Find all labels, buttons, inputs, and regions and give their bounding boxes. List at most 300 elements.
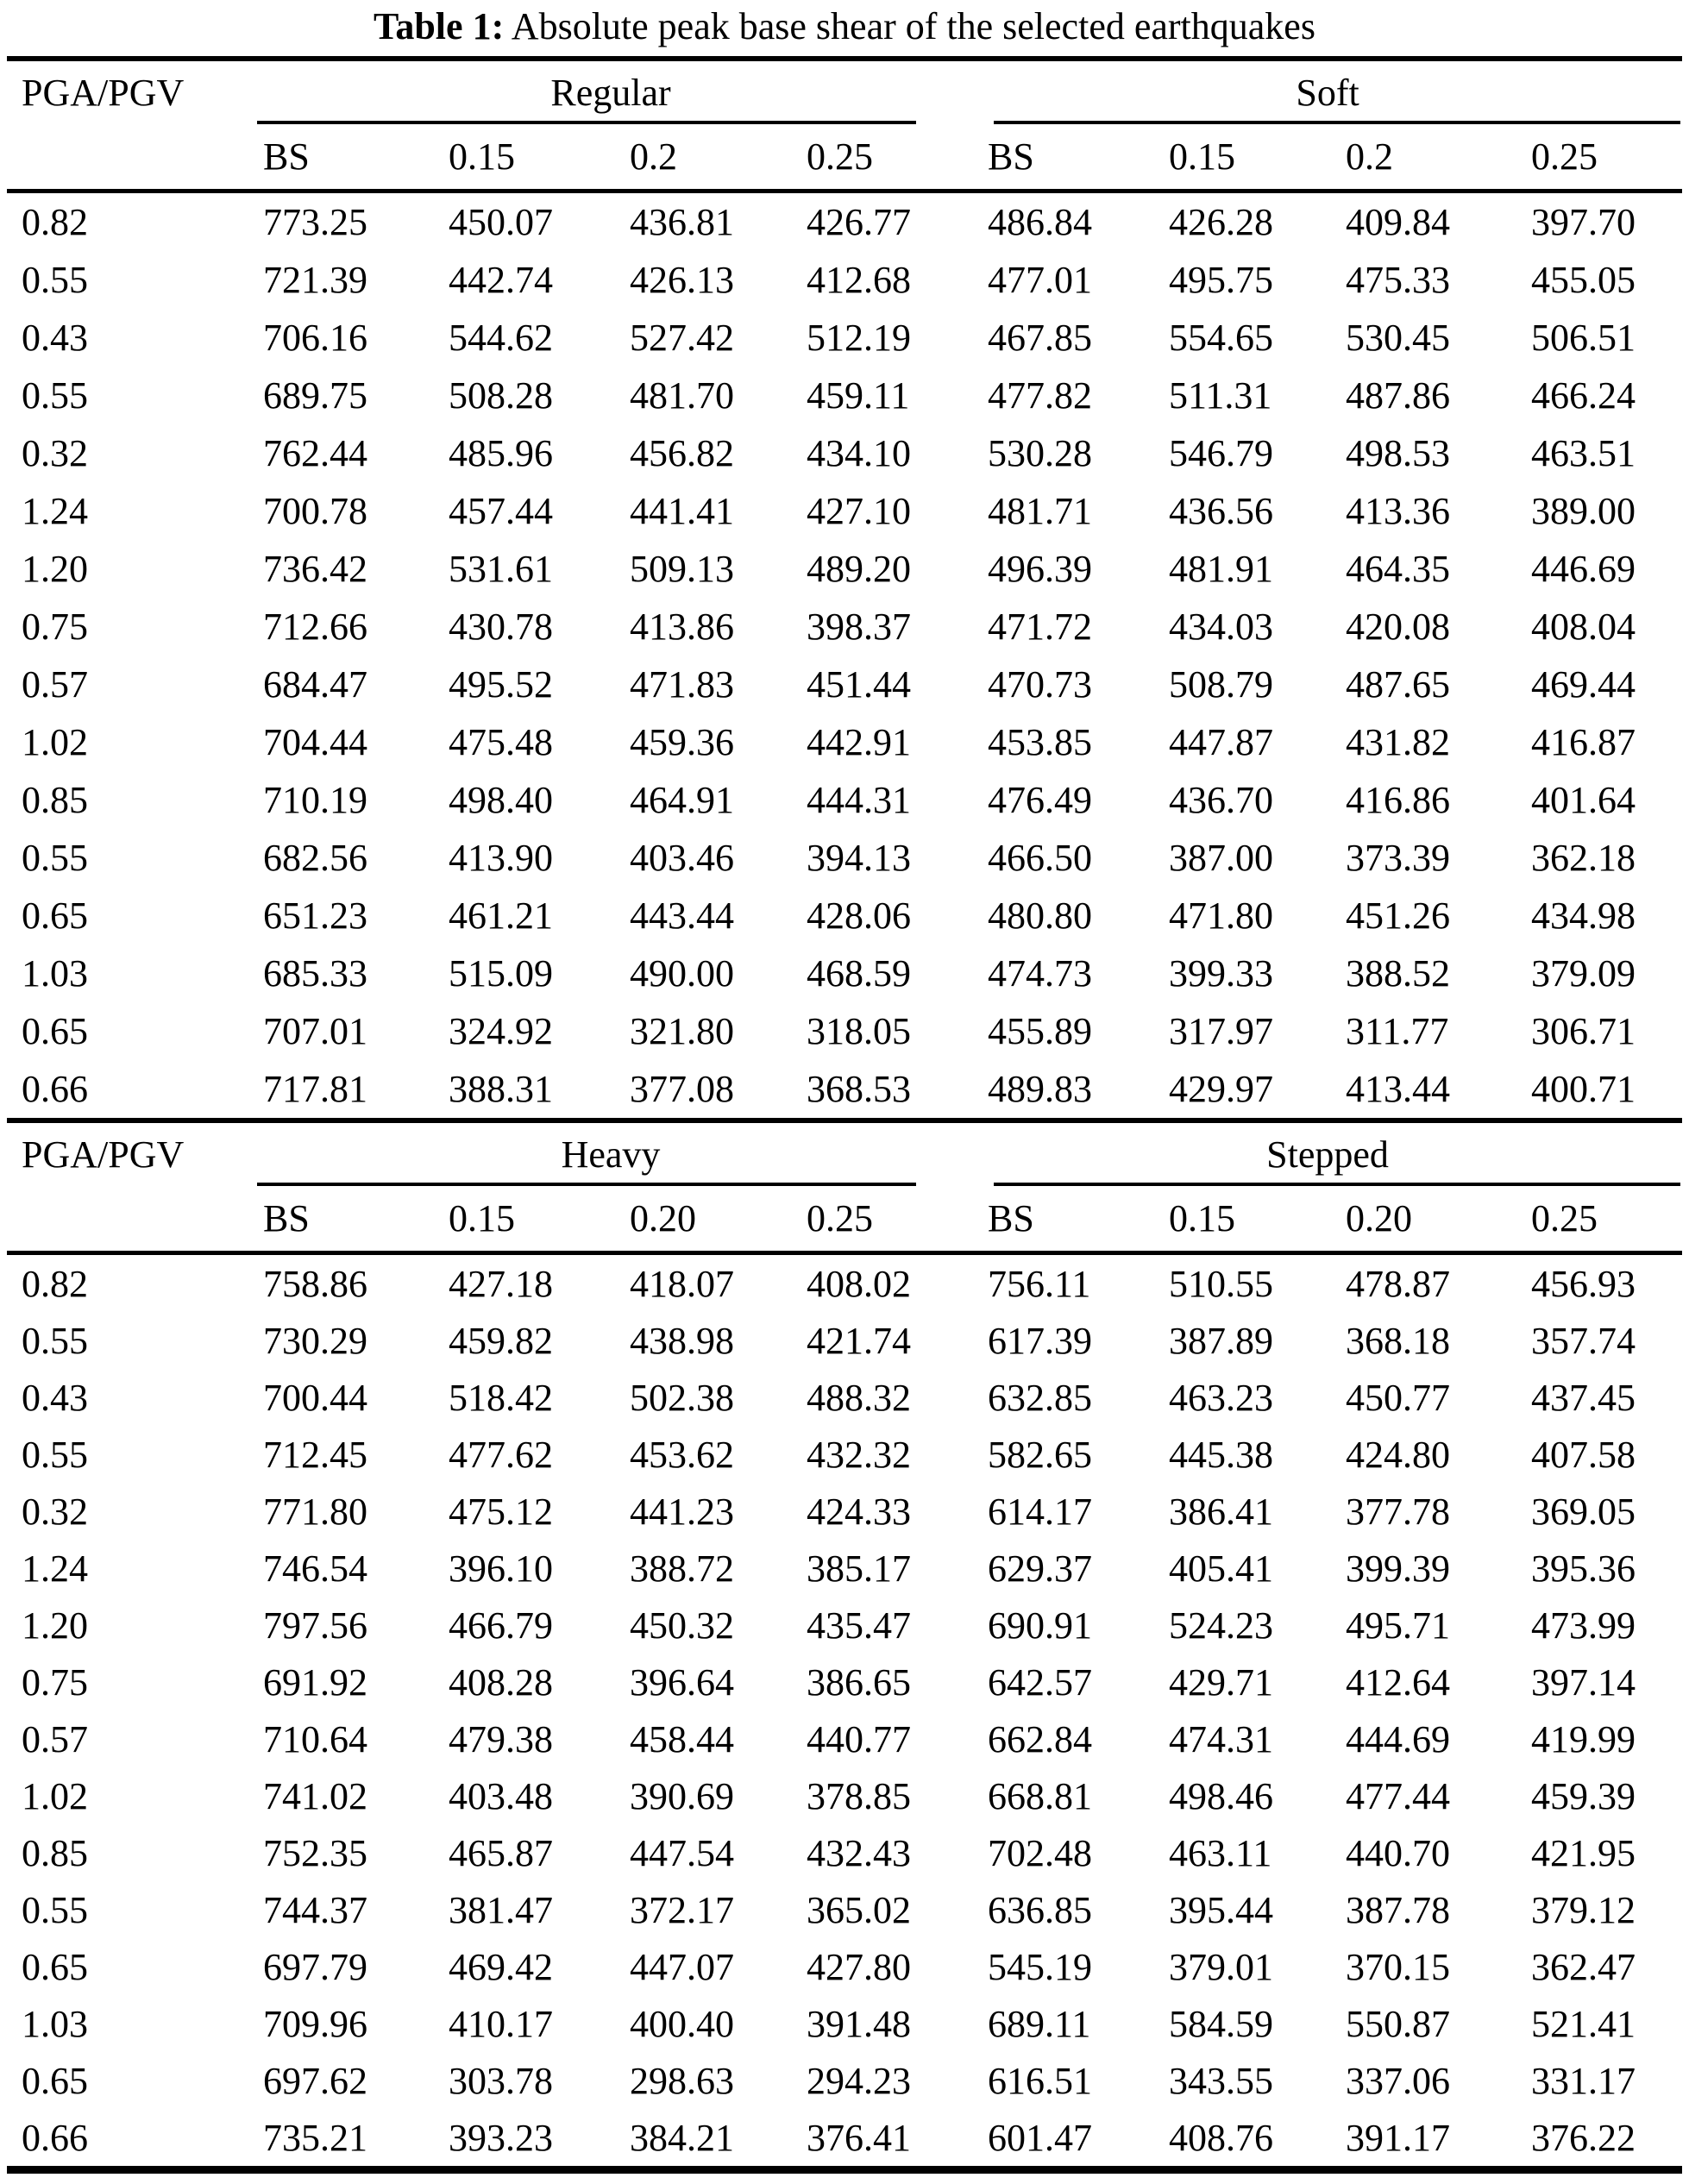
table-cell: 508.28 bbox=[449, 374, 553, 417]
table-cell: 550.87 bbox=[1346, 2002, 1451, 2045]
table-cell: 456.82 bbox=[630, 432, 734, 474]
pga-pgv-cell: 1.24 bbox=[22, 1547, 88, 1590]
table-cell: 685.33 bbox=[263, 952, 367, 995]
table-cell: 444.31 bbox=[807, 779, 911, 821]
pga-pgv-cell: 0.55 bbox=[22, 1888, 88, 1931]
pga-pgv-cell: 0.43 bbox=[22, 1376, 88, 1419]
table-cell: 758.86 bbox=[263, 1262, 367, 1305]
table-cell: 746.54 bbox=[263, 1547, 367, 1590]
table-cell: 434.03 bbox=[1169, 606, 1274, 648]
sub-header-row bbox=[7, 124, 1682, 191]
table-cell: 410.17 bbox=[449, 2002, 553, 2045]
table-cell: 450.07 bbox=[449, 201, 553, 243]
group-label: Soft bbox=[1296, 72, 1359, 114]
table-cell: 530.28 bbox=[988, 432, 1093, 474]
table-cell: 399.39 bbox=[1346, 1547, 1451, 1590]
table-cell: 471.72 bbox=[988, 606, 1093, 648]
table-cell: 401.64 bbox=[1531, 779, 1636, 821]
group-label: Stepped bbox=[1266, 1133, 1389, 1176]
pga-pgv-cell: 0.66 bbox=[22, 1068, 88, 1110]
table-cell: 390.69 bbox=[630, 1774, 734, 1817]
table-cell: 455.05 bbox=[1531, 259, 1636, 301]
table-cell: 642.57 bbox=[988, 1660, 1093, 1704]
table-cell: 756.11 bbox=[988, 1262, 1091, 1305]
col-header: 0.2 bbox=[630, 135, 677, 178]
table-cell: 707.01 bbox=[263, 1010, 367, 1052]
table-cell: 490.00 bbox=[630, 952, 734, 995]
table-cell: 496.39 bbox=[988, 548, 1093, 590]
table-cell: 412.68 bbox=[807, 259, 911, 301]
table-cell: 478.87 bbox=[1346, 1262, 1451, 1305]
table-cell: 632.85 bbox=[988, 1376, 1093, 1419]
table-cell: 700.44 bbox=[263, 1376, 367, 1419]
table-cell: 357.74 bbox=[1531, 1319, 1636, 1362]
table-cell: 730.29 bbox=[263, 1319, 367, 1362]
table-cell: 427.80 bbox=[807, 1945, 911, 1988]
table-cell: 377.08 bbox=[630, 1068, 734, 1110]
table-cell: 397.14 bbox=[1531, 1660, 1636, 1704]
table-cell: 721.39 bbox=[263, 259, 367, 301]
table-cell: 467.85 bbox=[988, 317, 1093, 359]
table-cell: 481.91 bbox=[1169, 548, 1274, 590]
base-shear-table-bottom bbox=[7, 1118, 1682, 2174]
table-cell: 408.28 bbox=[449, 1660, 553, 1704]
table-row bbox=[7, 251, 1682, 309]
table-cell: 407.58 bbox=[1531, 1433, 1636, 1476]
table-cell: 456.93 bbox=[1531, 1262, 1636, 1305]
table-cell: 710.19 bbox=[263, 779, 367, 821]
table-cell: 481.71 bbox=[988, 490, 1093, 532]
table-cell: 311.77 bbox=[1346, 1010, 1449, 1052]
table-cell: 442.91 bbox=[807, 721, 911, 763]
col-header: 0.25 bbox=[1531, 135, 1598, 178]
table-cell: 388.72 bbox=[630, 1547, 734, 1590]
group-underline bbox=[994, 121, 1680, 124]
table-cell: 429.71 bbox=[1169, 1660, 1274, 1704]
table-cell: 343.55 bbox=[1169, 2059, 1274, 2102]
table-cell: 682.56 bbox=[263, 837, 367, 879]
table-cell: 413.44 bbox=[1346, 1068, 1451, 1110]
pga-pgv-cell: 0.65 bbox=[22, 894, 88, 937]
table-row bbox=[7, 1824, 1682, 1881]
table-cell: 384.21 bbox=[630, 2116, 734, 2159]
table-cell: 636.85 bbox=[988, 1888, 1093, 1931]
table-cell: 477.44 bbox=[1346, 1774, 1451, 1817]
table-cell: 616.51 bbox=[988, 2059, 1093, 2102]
col-header: 0.2 bbox=[1346, 135, 1394, 178]
group-header-regular bbox=[248, 59, 973, 124]
table-cell: 736.42 bbox=[263, 548, 367, 590]
table-cell: 455.89 bbox=[988, 1010, 1093, 1052]
table-cell: 403.48 bbox=[449, 1774, 553, 1817]
table-cell: 475.12 bbox=[449, 1490, 553, 1533]
table-cell: 475.48 bbox=[449, 721, 553, 763]
table-cell: 464.91 bbox=[630, 779, 734, 821]
table-cell: 369.05 bbox=[1531, 1490, 1636, 1533]
table-cell: 477.82 bbox=[988, 374, 1093, 417]
table-cell: 395.36 bbox=[1531, 1547, 1636, 1590]
table-cell: 511.31 bbox=[1169, 374, 1272, 417]
table-cell: 400.71 bbox=[1531, 1068, 1636, 1110]
table-cell: 466.50 bbox=[988, 837, 1093, 879]
table-cell: 426.77 bbox=[807, 201, 911, 243]
table-cell: 386.41 bbox=[1169, 1490, 1274, 1533]
table-cell: 697.79 bbox=[263, 1945, 367, 1988]
table-cell: 376.41 bbox=[807, 2116, 911, 2159]
table-cell: 373.39 bbox=[1346, 837, 1451, 879]
table-cell: 381.47 bbox=[449, 1888, 553, 1931]
caption-label: Table 1: bbox=[374, 5, 505, 47]
table-cell: 447.87 bbox=[1169, 721, 1274, 763]
table-cell: 432.43 bbox=[807, 1831, 911, 1874]
pga-pgv-cell: 1.02 bbox=[22, 1774, 88, 1817]
pga-pgv-cell: 1.24 bbox=[22, 490, 88, 532]
table-cell: 510.55 bbox=[1169, 1262, 1274, 1305]
table-cell: 689.75 bbox=[263, 374, 367, 417]
table-cell: 479.38 bbox=[449, 1717, 553, 1760]
empty-header-cell bbox=[7, 124, 248, 191]
col-header: 0.20 bbox=[630, 1197, 696, 1239]
col-header: BS bbox=[988, 135, 1034, 178]
table-cell: 432.32 bbox=[807, 1433, 911, 1476]
group-label: Heavy bbox=[561, 1133, 661, 1176]
table-row bbox=[7, 598, 1682, 656]
table-row bbox=[7, 1426, 1682, 1483]
pga-pgv-cell: 0.32 bbox=[22, 1490, 88, 1533]
col-header: BS bbox=[263, 135, 310, 178]
table-cell: 451.44 bbox=[807, 663, 911, 706]
table-cell: 512.19 bbox=[807, 317, 911, 359]
empty-header-cell bbox=[7, 1186, 248, 1253]
table-row bbox=[7, 2052, 1682, 2109]
table-cell: 379.09 bbox=[1531, 952, 1636, 995]
table-cell: 431.82 bbox=[1346, 721, 1451, 763]
table-cell: 370.15 bbox=[1346, 1945, 1451, 1988]
table-cell: 434.10 bbox=[807, 432, 911, 474]
pga-pgv-cell: 1.20 bbox=[22, 548, 88, 590]
pga-pgv-cell: 0.85 bbox=[22, 779, 88, 821]
table-row bbox=[7, 1710, 1682, 1767]
table-cell: 691.92 bbox=[263, 1660, 367, 1704]
table-cell: 487.65 bbox=[1346, 663, 1451, 706]
table-cell: 527.42 bbox=[630, 317, 734, 359]
table-cell: 480.80 bbox=[988, 894, 1093, 937]
table-cell: 440.70 bbox=[1346, 1831, 1451, 1874]
table-cell: 453.62 bbox=[630, 1433, 734, 1476]
table-cell: 700.78 bbox=[263, 490, 367, 532]
table-cell: 508.79 bbox=[1169, 663, 1274, 706]
table-row bbox=[7, 191, 1682, 252]
table-cell: 684.47 bbox=[263, 663, 367, 706]
table-cell: 471.80 bbox=[1169, 894, 1274, 937]
table-row bbox=[7, 309, 1682, 367]
table-cell: 459.11 bbox=[807, 374, 910, 417]
table-cell: 436.70 bbox=[1169, 779, 1274, 821]
table-cell: 389.00 bbox=[1531, 490, 1636, 532]
table-cell: 471.83 bbox=[630, 663, 734, 706]
pga-pgv-cell: 1.03 bbox=[22, 952, 88, 995]
table-cell: 408.76 bbox=[1169, 2116, 1274, 2159]
table-cell: 388.52 bbox=[1346, 952, 1451, 995]
table-cell: 771.80 bbox=[263, 1490, 367, 1533]
group-header-soft bbox=[973, 59, 1682, 124]
pga-pgv-cell: 0.55 bbox=[22, 374, 88, 417]
table-cell: 614.17 bbox=[988, 1490, 1093, 1533]
table-cell: 324.92 bbox=[449, 1010, 553, 1052]
table-cell: 437.45 bbox=[1531, 1376, 1636, 1419]
table-cell: 453.85 bbox=[988, 721, 1093, 763]
table-cell: 463.51 bbox=[1531, 432, 1636, 474]
table-cell: 388.31 bbox=[449, 1068, 553, 1110]
table-cell: 405.41 bbox=[1169, 1547, 1274, 1590]
table-cell: 735.21 bbox=[263, 2116, 367, 2159]
table-cell: 403.46 bbox=[630, 837, 734, 879]
pga-pgv-cell: 0.55 bbox=[22, 837, 88, 879]
table-cell: 416.87 bbox=[1531, 721, 1636, 763]
group-header-row bbox=[7, 59, 1682, 124]
table-cell: 362.47 bbox=[1531, 1945, 1636, 1988]
table-cell: 773.25 bbox=[263, 201, 367, 243]
table-cell: 443.44 bbox=[630, 894, 734, 937]
col-header: 0.15 bbox=[449, 135, 515, 178]
table-cell: 441.41 bbox=[630, 490, 734, 532]
pga-pgv-cell: 0.43 bbox=[22, 317, 88, 359]
table-cell: 488.32 bbox=[807, 1376, 911, 1419]
table-cell: 412.64 bbox=[1346, 1660, 1451, 1704]
table-cell: 435.47 bbox=[807, 1603, 911, 1647]
pga-pgv-cell: 0.32 bbox=[22, 432, 88, 474]
table-cell: 710.64 bbox=[263, 1717, 367, 1760]
table-cell: 365.02 bbox=[807, 1888, 911, 1931]
table-row bbox=[7, 2109, 1682, 2170]
pga-pgv-cell: 0.55 bbox=[22, 1319, 88, 1362]
table-cell: 524.23 bbox=[1169, 1603, 1274, 1647]
table-cell: 303.78 bbox=[449, 2059, 553, 2102]
table-cell: 400.40 bbox=[630, 2002, 734, 2045]
table-cell: 762.44 bbox=[263, 432, 367, 474]
table-cell: 463.11 bbox=[1169, 1831, 1272, 1874]
table-cell: 444.69 bbox=[1346, 1717, 1451, 1760]
group-header-row bbox=[7, 1120, 1682, 1186]
table-cell: 298.63 bbox=[630, 2059, 734, 2102]
col-header: 0.15 bbox=[449, 1197, 515, 1239]
table-cell: 518.42 bbox=[449, 1376, 553, 1419]
table-row bbox=[7, 1060, 1682, 1118]
table-row bbox=[7, 887, 1682, 945]
table-caption bbox=[0, 0, 1689, 56]
table-cell: 469.44 bbox=[1531, 663, 1636, 706]
table-cell: 474.73 bbox=[988, 952, 1093, 995]
table-row bbox=[7, 1654, 1682, 1710]
base-shear-table-top bbox=[7, 56, 1682, 1118]
table-row bbox=[7, 424, 1682, 482]
col-header: BS bbox=[263, 1197, 310, 1239]
table-cell: 651.23 bbox=[263, 894, 367, 937]
table-cell: 442.74 bbox=[449, 259, 553, 301]
pga-pgv-cell: 0.82 bbox=[22, 1262, 88, 1305]
table-cell: 466.24 bbox=[1531, 374, 1636, 417]
table-cell: 515.09 bbox=[449, 952, 553, 995]
table-cell: 391.48 bbox=[807, 2002, 911, 2045]
table-cell: 601.47 bbox=[988, 2116, 1093, 2159]
table-cell: 744.37 bbox=[263, 1888, 367, 1931]
table-cell: 368.53 bbox=[807, 1068, 911, 1110]
table-row bbox=[7, 1767, 1682, 1824]
table-cell: 421.95 bbox=[1531, 1831, 1636, 1874]
table-cell: 387.78 bbox=[1346, 1888, 1451, 1931]
pga-pgv-cell: 0.75 bbox=[22, 606, 88, 648]
table-cell: 476.49 bbox=[988, 779, 1093, 821]
table-cell: 397.70 bbox=[1531, 201, 1636, 243]
table-cell: 702.48 bbox=[988, 1831, 1093, 1874]
col-header: 0.20 bbox=[1346, 1197, 1413, 1239]
table-cell: 506.51 bbox=[1531, 317, 1636, 359]
table-cell: 689.11 bbox=[988, 2002, 1091, 2045]
table-cell: 426.28 bbox=[1169, 201, 1274, 243]
table-cell: 379.12 bbox=[1531, 1888, 1636, 1931]
pga-pgv-cell: 0.57 bbox=[22, 1717, 88, 1760]
col-header: 0.25 bbox=[807, 135, 873, 178]
table-cell: 368.18 bbox=[1346, 1319, 1451, 1362]
table-cell: 321.80 bbox=[630, 1010, 734, 1052]
table-cell: 428.06 bbox=[807, 894, 911, 937]
table-cell: 441.23 bbox=[630, 1490, 734, 1533]
table-cell: 387.89 bbox=[1169, 1319, 1274, 1362]
table-cell: 477.01 bbox=[988, 259, 1093, 301]
table-cell: 413.90 bbox=[449, 837, 553, 879]
pga-pgv-cell: 0.65 bbox=[22, 2059, 88, 2102]
table-cell: 424.80 bbox=[1346, 1433, 1451, 1476]
table-cell: 486.84 bbox=[988, 201, 1093, 243]
col-header: 0.25 bbox=[807, 1197, 873, 1239]
table-cell: 458.44 bbox=[630, 1717, 734, 1760]
table-cell: 377.78 bbox=[1346, 1490, 1451, 1533]
table-cell: 582.65 bbox=[988, 1433, 1093, 1476]
pga-pgv-cell: 0.82 bbox=[22, 201, 88, 243]
table-cell: 481.70 bbox=[630, 374, 734, 417]
table-cell: 376.22 bbox=[1531, 2116, 1636, 2159]
table-cell: 544.62 bbox=[449, 317, 553, 359]
table-cell: 450.32 bbox=[630, 1603, 734, 1647]
table-cell: 436.81 bbox=[630, 201, 734, 243]
table-cell: 464.35 bbox=[1346, 548, 1451, 590]
table-cell: 421.74 bbox=[807, 1319, 911, 1362]
corner-header-pga-pgv: PGA/PGV bbox=[22, 72, 185, 114]
table-cell: 434.98 bbox=[1531, 894, 1636, 937]
table-cell: 706.16 bbox=[263, 317, 367, 359]
table-cell: 427.10 bbox=[807, 490, 911, 532]
table-cell: 470.73 bbox=[988, 663, 1093, 706]
table-cell: 712.66 bbox=[263, 606, 367, 648]
table-cell: 498.53 bbox=[1346, 432, 1451, 474]
table-cell: 337.06 bbox=[1346, 2059, 1451, 2102]
table-cell: 318.05 bbox=[807, 1010, 911, 1052]
table-cell: 469.42 bbox=[449, 1945, 553, 1988]
col-header: BS bbox=[988, 1197, 1034, 1239]
table-body-top bbox=[7, 191, 1682, 1119]
table-cell: 413.36 bbox=[1346, 490, 1451, 532]
table-row bbox=[7, 540, 1682, 598]
group-underline bbox=[257, 1183, 916, 1186]
table-cell: 447.54 bbox=[630, 1831, 734, 1874]
table-cell: 459.39 bbox=[1531, 1774, 1636, 1817]
table-row bbox=[7, 1369, 1682, 1426]
table-cell: 438.98 bbox=[630, 1319, 734, 1362]
table-cell: 495.52 bbox=[449, 663, 553, 706]
pga-pgv-cell: 0.85 bbox=[22, 1831, 88, 1874]
table-cell: 498.40 bbox=[449, 779, 553, 821]
table-cell: 712.45 bbox=[263, 1433, 367, 1476]
table-cell: 419.99 bbox=[1531, 1717, 1636, 1760]
table-cell: 427.18 bbox=[449, 1262, 553, 1305]
table-cell: 475.33 bbox=[1346, 259, 1451, 301]
pga-pgv-cell: 0.55 bbox=[22, 259, 88, 301]
table-cell: 530.45 bbox=[1346, 317, 1451, 359]
table-cell: 396.64 bbox=[630, 1660, 734, 1704]
table-cell: 426.13 bbox=[630, 259, 734, 301]
table-cell: 466.79 bbox=[449, 1603, 553, 1647]
table-cell: 629.37 bbox=[988, 1547, 1093, 1590]
table-cell: 468.59 bbox=[807, 952, 911, 995]
table-row bbox=[7, 1995, 1682, 2052]
table-row bbox=[7, 656, 1682, 713]
table-cell: 668.81 bbox=[988, 1774, 1093, 1817]
pga-pgv-cell: 0.75 bbox=[22, 1660, 88, 1704]
table-cell: 408.04 bbox=[1531, 606, 1636, 648]
table-cell: 446.69 bbox=[1531, 548, 1636, 590]
table-row bbox=[7, 829, 1682, 887]
table-cell: 546.79 bbox=[1169, 432, 1274, 474]
table-cell: 447.07 bbox=[630, 1945, 734, 1988]
table-cell: 362.18 bbox=[1531, 837, 1636, 879]
table-cell: 509.13 bbox=[630, 548, 734, 590]
table-cell: 459.36 bbox=[630, 721, 734, 763]
table-cell: 489.20 bbox=[807, 548, 911, 590]
col-header: 0.15 bbox=[1169, 135, 1236, 178]
table-row bbox=[7, 1002, 1682, 1060]
table-cell: 531.61 bbox=[449, 548, 553, 590]
table-cell: 487.86 bbox=[1346, 374, 1451, 417]
table-cell: 391.17 bbox=[1346, 2116, 1451, 2159]
table-cell: 418.07 bbox=[630, 1262, 734, 1305]
table-cell: 495.75 bbox=[1169, 259, 1274, 301]
table-cell: 396.10 bbox=[449, 1547, 553, 1590]
table-cell: 387.00 bbox=[1169, 837, 1274, 879]
table-cell: 409.84 bbox=[1346, 201, 1451, 243]
col-header: 0.25 bbox=[1531, 1197, 1598, 1239]
table-cell: 617.39 bbox=[988, 1319, 1093, 1362]
table-cell: 440.77 bbox=[807, 1717, 911, 1760]
table-cell: 379.01 bbox=[1169, 1945, 1274, 1988]
table-row bbox=[7, 367, 1682, 424]
table-cell: 662.84 bbox=[988, 1717, 1093, 1760]
table-row bbox=[7, 1881, 1682, 1938]
table-cell: 445.38 bbox=[1169, 1433, 1274, 1476]
table-row bbox=[7, 771, 1682, 829]
table-cell: 461.21 bbox=[449, 894, 553, 937]
table-cell: 697.62 bbox=[263, 2059, 367, 2102]
table-cell: 317.97 bbox=[1169, 1010, 1274, 1052]
pga-pgv-cell: 0.66 bbox=[22, 2116, 88, 2159]
table-cell: 498.46 bbox=[1169, 1774, 1274, 1817]
table-row bbox=[7, 1540, 1682, 1597]
table-cell: 385.17 bbox=[807, 1547, 911, 1590]
table-cell: 429.97 bbox=[1169, 1068, 1274, 1110]
pga-pgv-cell: 0.55 bbox=[22, 1433, 88, 1476]
pga-pgv-cell: 0.65 bbox=[22, 1010, 88, 1052]
table-cell: 465.87 bbox=[449, 1831, 553, 1874]
pga-pgv-cell: 1.20 bbox=[22, 1603, 88, 1647]
